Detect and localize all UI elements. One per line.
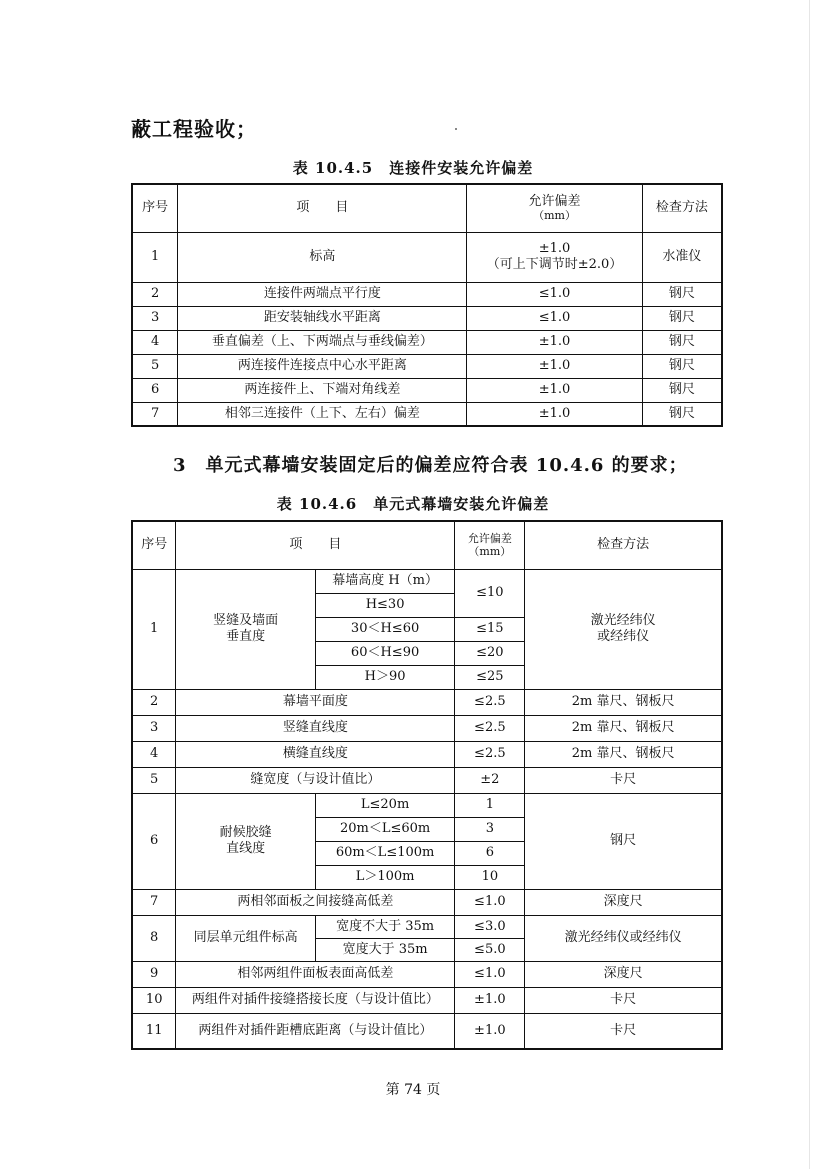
row-item: 距安装轴线水平距离 [178,306,467,330]
header-tolerance [455,521,525,569]
row-item: 两连接件上、下端对角线差 [178,378,467,402]
row-no: 2 [132,282,178,306]
table-row [132,282,722,306]
row-tolerance: ≤15 [455,617,525,641]
table-row [132,232,722,282]
row-tolerance: 3 [455,817,525,841]
header-tolerance-unit: （mm） [533,209,576,223]
header-no: 序号 [132,184,178,232]
row-tolerance: ≤1.0 [455,961,525,987]
row-no: 4 [132,741,176,767]
row-sub-item: 20m＜L≤60m [315,817,455,841]
row-method [525,569,722,689]
row-item [176,793,315,889]
row-tolerance: ≤3.0 [455,915,525,938]
row-method: 卡尺 [525,987,722,1013]
table-row [132,915,722,938]
row-no: 10 [132,987,176,1013]
row-method: 钢尺 [525,793,722,889]
table-row [132,306,722,330]
row-tolerance: ≤10 [455,569,525,617]
table-connector-tolerance [131,183,723,427]
row-no: 5 [132,354,178,378]
row-item: 连接件两端点平行度 [178,282,467,306]
row-method: 2m 靠尺、钢板尺 [525,689,722,715]
row-method: 卡尺 [525,767,722,793]
header-no: 序号 [132,521,176,569]
page-number: 第 74 页 [385,1082,441,1098]
row-method: 水准仪 [642,232,722,282]
row-tolerance: ≤20 [455,641,525,665]
row-method: 2m 靠尺、钢板尺 [525,715,722,741]
row-no: 11 [132,1013,176,1049]
header-tolerance-label: 允许偏差 [528,193,581,209]
row-method: 卡尺 [525,1013,722,1049]
row-item: 相邻三连接件（上下、左右）偏差 [178,402,467,426]
row-sub-item: L＞100m [315,865,455,889]
scan-speck [455,128,457,130]
row-sub-item: 宽度大于 35m [315,938,455,961]
row-item-line: 直线度 [226,841,266,856]
row-method-line: 激光经纬仪 [590,613,656,629]
row-sub-item: 幕墙高度 H（m） [315,569,455,593]
row-tolerance: ≤25 [455,665,525,689]
row-no: 3 [132,715,176,741]
row-method: 钢尺 [642,282,722,306]
row-method: 钢尺 [642,402,722,426]
row-item: 两相邻面板之间接缝高低差 [176,889,455,915]
header-tolerance [467,184,642,232]
row-tolerance: 10 [455,865,525,889]
row-tolerance: ≤1.0 [467,306,642,330]
row-no: 4 [132,330,178,354]
row-item: 缝宽度（与设计值比） [176,767,455,793]
table-row [132,354,722,378]
section-paragraph: 3 单元式幕墙安装固定后的偏差应符合表 10.4.6 的要求； [173,455,688,476]
tolerance-value: ±1.0 [538,241,571,257]
row-method: 深度尺 [525,889,722,915]
row-item-line: 垂直度 [226,629,266,644]
row-item: 两连接件连接点中心水平距离 [178,354,467,378]
row-method: 2m 靠尺、钢板尺 [525,741,722,767]
row-item: 标高 [178,232,467,282]
row-tolerance: 6 [455,841,525,865]
table-row [132,569,722,593]
row-sub-item: 宽度不大于 35m [315,915,455,938]
table-row [132,961,722,987]
tolerance-note: （可上下调节时±2.0） [486,257,623,272]
row-tolerance: ≤1.0 [455,889,525,915]
row-item: 同层单元组件标高 [176,915,315,961]
row-no: 1 [132,569,176,689]
row-tolerance: ≤2.5 [455,741,525,767]
table-row [132,689,722,715]
row-method: 激光经纬仪或经纬仪 [525,915,722,961]
header-tolerance-unit: （mm） [468,545,512,559]
row-no: 2 [132,689,176,715]
row-tolerance: ±1.0 [467,402,642,426]
row-method: 深度尺 [525,961,722,987]
row-sub-item: 60＜H≤90 [315,641,455,665]
table-unit-curtain-wall-tolerance [131,520,723,1050]
row-item: 两组件对插件距槽底距离（与设计值比） [176,1013,455,1049]
table-header-row [132,184,722,232]
row-method: 钢尺 [642,354,722,378]
row-tolerance: 1 [455,793,525,817]
row-item [176,569,315,689]
table-row [132,741,722,767]
row-tolerance: ≤2.5 [455,715,525,741]
row-tolerance: ±2 [455,767,525,793]
row-method: 钢尺 [642,330,722,354]
table-row [132,402,722,426]
row-method-line: 或经纬仪 [597,629,650,644]
row-no: 5 [132,767,176,793]
table-row [132,715,722,741]
table-header-row [132,521,722,569]
row-tolerance: ≤5.0 [455,938,525,961]
row-tolerance: ±1.0 [467,378,642,402]
row-no: 6 [132,378,178,402]
row-sub-item: H＞90 [315,665,455,689]
row-no: 6 [132,793,176,889]
row-item: 竖缝直线度 [176,715,455,741]
row-item-line: 耐候胶缝 [219,825,272,841]
table-row [132,987,722,1013]
row-sub-item: H≤30 [315,593,455,617]
table1-caption: 表 10.4.5 连接件安装允许偏差 [292,159,534,177]
row-tolerance: ±1.0 [455,987,525,1013]
row-tolerance: ≤2.5 [455,689,525,715]
header-tolerance-label: 允许偏差 [467,532,512,546]
row-item: 垂直偏差（上、下两端点与垂线偏差） [178,330,467,354]
row-tolerance: ±1.0 [455,1013,525,1049]
row-method: 钢尺 [642,306,722,330]
header-item: 项 目 [178,184,467,232]
row-tolerance: ±1.0 [467,354,642,378]
row-method: 钢尺 [642,378,722,402]
row-tolerance: ±1.0 [467,330,642,354]
row-no: 1 [132,232,178,282]
header-item: 项 目 [176,521,455,569]
table-row [132,330,722,354]
row-item: 相邻两组件面板表面高低差 [176,961,455,987]
row-sub-item: 60m＜L≤100m [315,841,455,865]
row-no: 8 [132,915,176,961]
header-method: 检查方法 [642,184,722,232]
row-item: 幕墙平面度 [176,689,455,715]
table-row [132,793,722,817]
lead-text: 蔽工程验收； [131,117,257,141]
row-no: 3 [132,306,178,330]
row-no: 7 [132,402,178,426]
row-tolerance [467,232,642,282]
row-sub-item: L≤20m [315,793,455,817]
table-row [132,889,722,915]
row-item-line: 竖缝及墙面 [213,613,279,629]
table2-caption: 表 10.4.6 单元式幕墙安装允许偏差 [276,495,550,513]
table-row [132,767,722,793]
row-sub-item: 30＜H≤60 [315,617,455,641]
row-item: 横缝直线度 [176,741,455,767]
row-no: 9 [132,961,176,987]
header-method: 检查方法 [525,521,722,569]
table-row [132,1013,722,1049]
row-item: 两组件对插件接缝搭接长度（与设计值比） [176,987,455,1013]
table-row [132,378,722,402]
row-no: 7 [132,889,176,915]
row-tolerance: ≤1.0 [467,282,642,306]
